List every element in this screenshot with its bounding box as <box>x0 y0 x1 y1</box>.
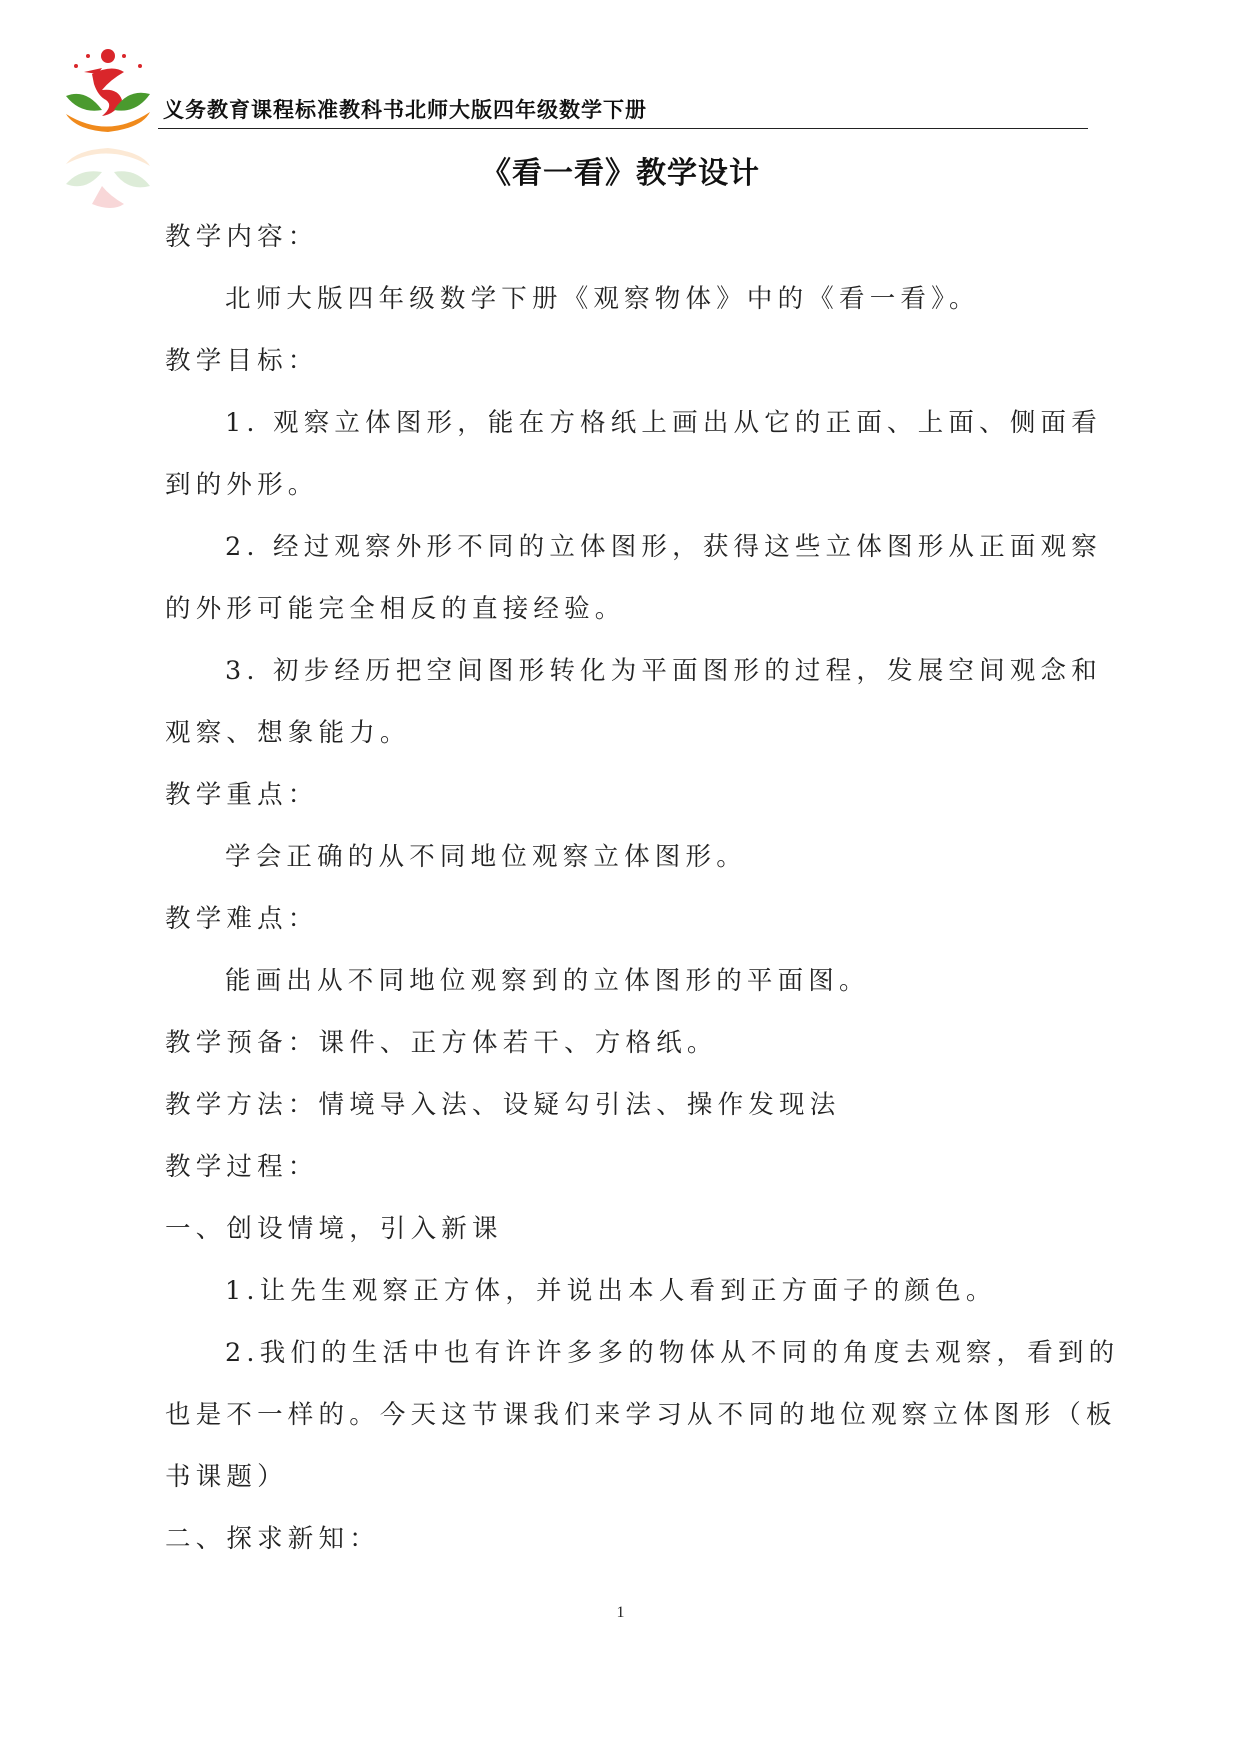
header-divider <box>158 128 1088 129</box>
paragraph-line: 3. 初步经历把空间图形转化为平面图形的过程，发展空间观念和 <box>225 656 1102 686</box>
paragraph-line: 也是不一样的。今天这节课我们来学习从不同的地位观察立体图形（板 <box>165 1400 1117 1430</box>
section-heading: 二、探求新知： <box>165 1524 380 1554</box>
header-title: 义务教育课程标准教科书北师大版四年级数学下册 <box>163 98 647 122</box>
paragraph-line: 1. 观察立体图形，能在方格纸上画出从它的正面、上面、侧面看 <box>225 408 1102 438</box>
section-heading: 教学难点： <box>165 904 319 934</box>
paragraph-line: 到的外形。 <box>165 470 319 500</box>
section-heading: 教学重点： <box>165 780 319 810</box>
document-title: 《看一看》教学设计 <box>481 156 760 191</box>
paragraph-line: 学会正确的从不同地位观察立体图形。 <box>225 842 747 872</box>
paragraph-line: 北师大版四年级数学下册《观察物体》中的《看一看》。 <box>225 284 980 314</box>
paragraph-line: 1.让先生观察正方体，并说出本人看到正方面子的颜色。 <box>225 1276 997 1306</box>
paragraph-line: 教学方法：情境导入法、设疑勾引法、操作发现法 <box>165 1090 841 1120</box>
paragraph-line: 2.我们的生活中也有许许多多的物体从不同的角度去观察，看到的 <box>225 1338 1120 1368</box>
paragraph-line: 书课题） <box>165 1462 288 1492</box>
paragraph-line: 的外形可能完全相反的直接经验。 <box>165 594 626 624</box>
page-number: 1 <box>616 1604 625 1621</box>
paragraph-line: 2. 经过观察外形不同的立体图形，获得这些立体图形从正面观察 <box>225 532 1102 562</box>
section-heading: 教学目标： <box>165 346 319 376</box>
section-heading: 教学过程： <box>165 1152 319 1182</box>
section-heading: 教学内容： <box>165 222 319 252</box>
paragraph-line: 教学预备：课件、正方体若干、方格纸。 <box>165 1028 718 1058</box>
section-heading: 一、创设情境，引入新课 <box>165 1214 503 1244</box>
paragraph-line: 观察、想象能力。 <box>165 718 411 748</box>
paragraph-line: 能画出从不同地位观察到的立体图形的平面图。 <box>225 966 870 996</box>
